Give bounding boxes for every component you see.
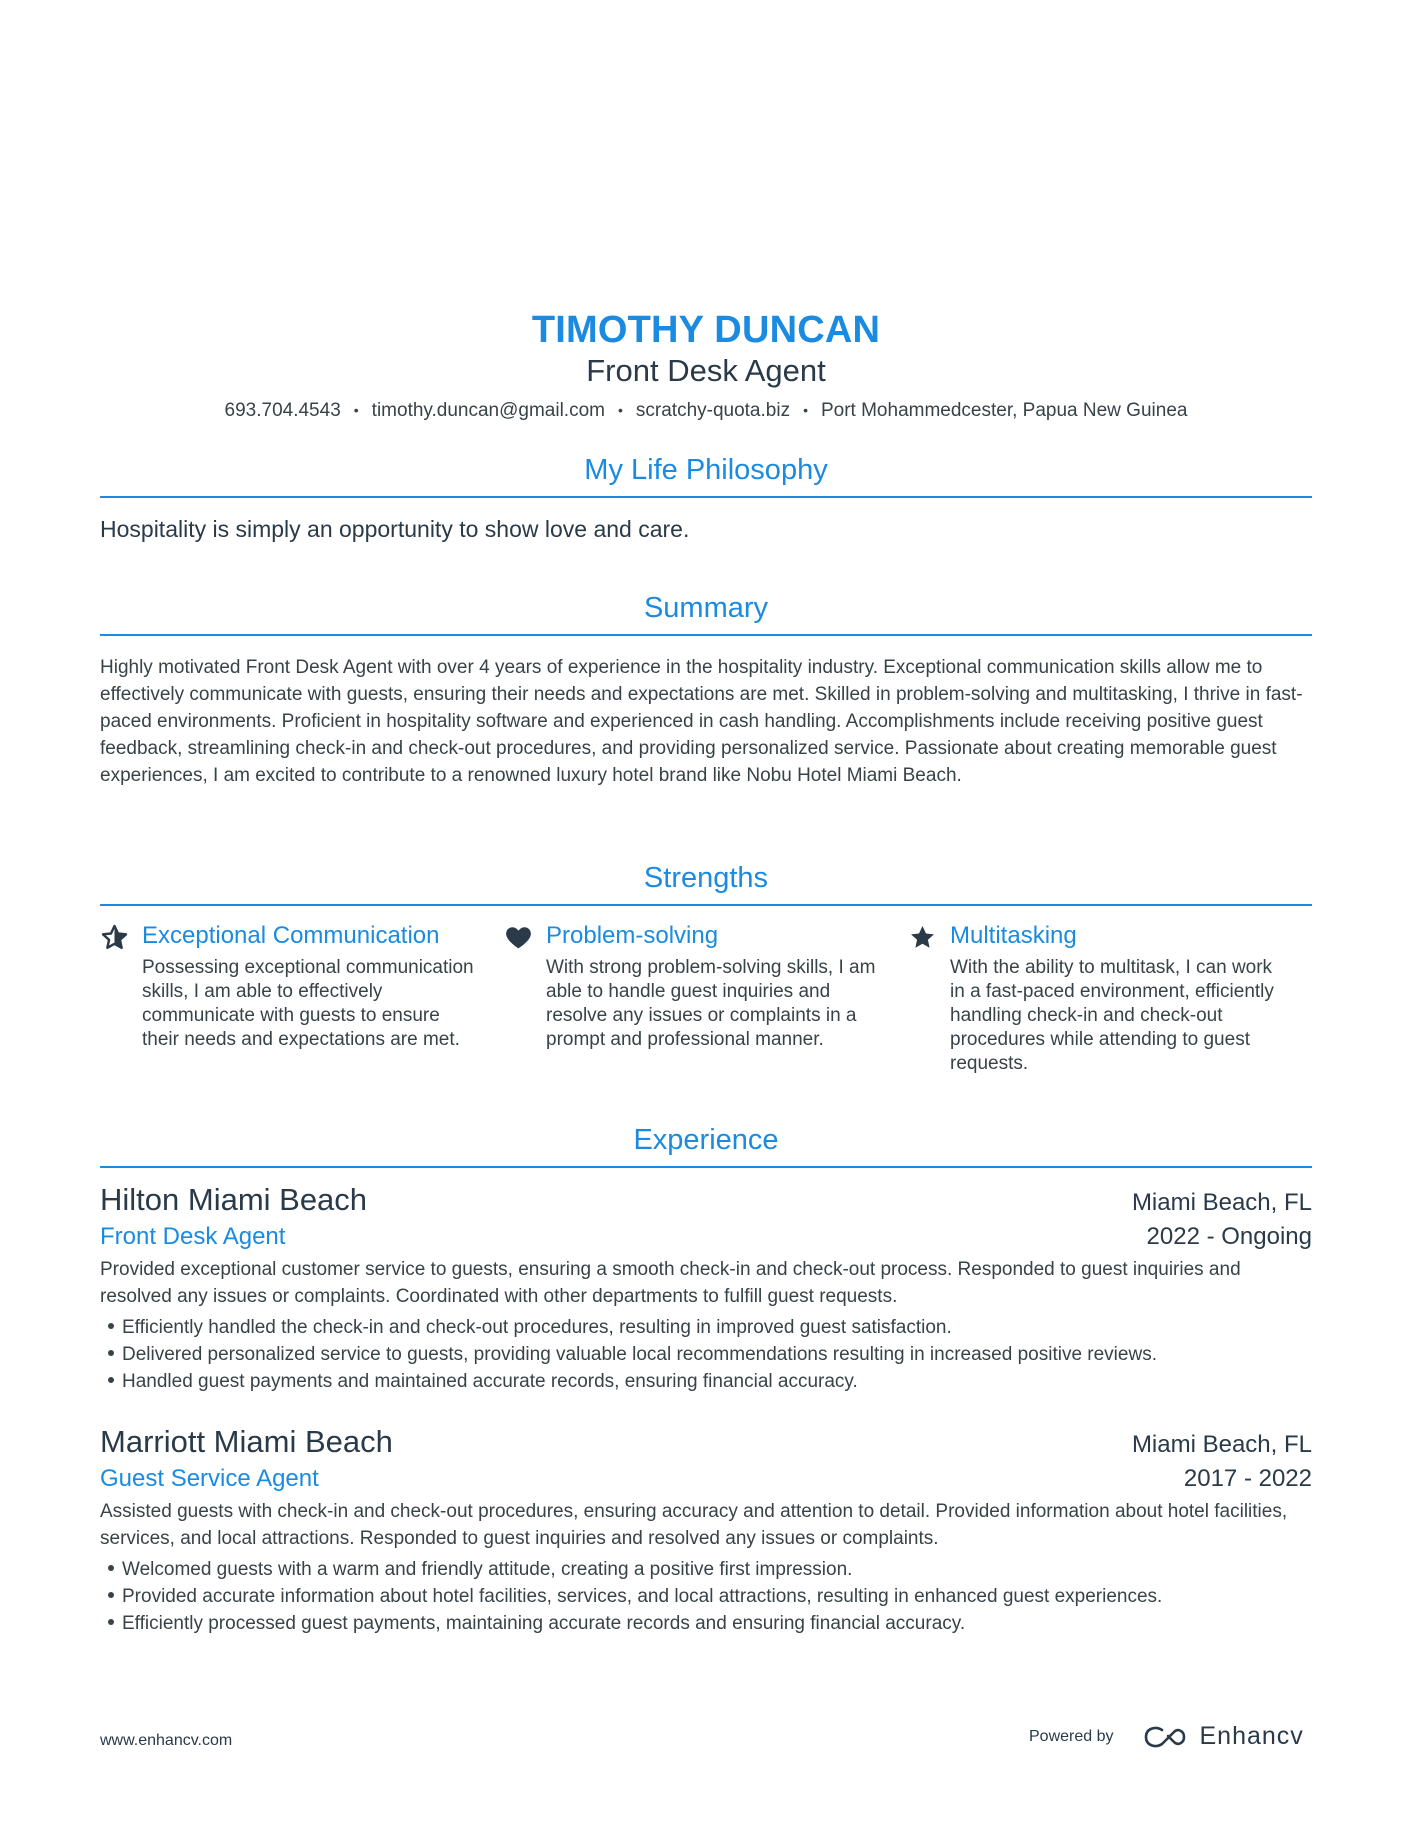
job-bullets	[100, 1556, 1312, 1637]
list-item: Efficiently processed guest payments, maintaining accurate records and ensuring financial accuracy.	[100, 1610, 1312, 1637]
section-divider	[100, 904, 1312, 906]
summary-heading: Summary	[643, 592, 769, 624]
strengths-list	[100, 920, 1312, 1076]
email[interactable]: timothy.duncan@gmail.com	[371, 400, 605, 421]
candidate-name: TIMOTHY DUNCAN	[531, 309, 881, 351]
job-location: Miami Beach, FL	[1131, 1431, 1312, 1458]
website[interactable]: scratchy-quota.biz	[635, 400, 791, 421]
location: Port Mohammedcester, Papua New Guinea	[820, 400, 1188, 421]
list-item: Provided accurate information about hotel facilities, services, and local attractions, resulting in enhanced guest experiences.	[100, 1583, 1312, 1610]
footer-branding	[1029, 1722, 1304, 1751]
contact-line	[100, 398, 1312, 424]
summary-text: Highly motivated Front Desk Agent with over 4 years of experience in the hospitality industry. Exceptional communication skills allow me to effectively communicate with guests, ensuring their needs and expectations are met. Skilled in problem-solving and multitasking, I thrive in fast-paced environments. Proficient in hospitality software and experienced in cash handling. Accomplishments include receiving positive guest feedback, streamlining check-in and check-out procedures, and providing personalized service. Passionate about creating memorable guest experiences, I am excited to contribute to a renowned luxury hotel brand like Nobu Hotel Miami Beach.	[100, 657, 1303, 786]
philosophy-heading: My Life Philosophy	[584, 454, 828, 486]
footer-website[interactable]: www.enhancv.com	[100, 1732, 233, 1749]
strength-title: Exceptional Communication	[142, 922, 440, 949]
list-item: Handled guest payments and maintained accurate records, ensuring financial accuracy.	[100, 1368, 1312, 1395]
strength-title: Multitasking	[950, 922, 1077, 949]
job-dates: 2017 - 2022	[1183, 1465, 1312, 1492]
section-divider	[100, 1166, 1312, 1168]
experience-entry	[100, 1180, 1312, 1395]
list-item: Efficiently handled the check-in and check-out procedures, resulting in improved guest satisfaction.	[100, 1314, 1312, 1341]
phone: 693.704.4543	[224, 400, 341, 421]
bullet-separator: •	[803, 402, 808, 418]
list-item: Delivered personalized service to guests, providing valuable local recommendations resulting in increased positive reviews.	[100, 1341, 1312, 1368]
list-item: Welcomed guests with a warm and friendly attitude, creating a positive first impression.	[100, 1556, 1312, 1583]
section-divider	[100, 634, 1312, 636]
job-position: Guest Service Agent	[100, 1465, 319, 1492]
candidate-title: Front Desk Agent	[586, 353, 826, 388]
job-bullets	[100, 1314, 1312, 1395]
job-description: Assisted guests with check-in and check-out procedures, ensuring accuracy and attention to detail. Provided information about hotel facilities, services, and local attractions. Responded to guest inquiries and resolved any issues or complaints.	[100, 1501, 1288, 1549]
experience-heading: Experience	[633, 1124, 779, 1156]
job-description: Provided exceptional customer service to guests, ensuring a smooth check-in and check-out process. Responded to guest inquiries and resolved any issues or complaints. Coordinated with other departments to fulfill guest requests.	[100, 1259, 1241, 1307]
strength-item	[100, 920, 504, 1076]
section-divider	[100, 496, 1312, 498]
strength-item	[908, 920, 1312, 1076]
resume-page	[100, 0, 1312, 1826]
job-dates: 2022 - Ongoing	[1146, 1223, 1312, 1250]
strength-description: With the ability to multitask, I can work in a fast-paced environment, efficiently handling check-in and check-out procedures while attending to guest requests.	[950, 957, 1274, 1074]
powered-by-label: Powered by	[1029, 1727, 1114, 1745]
brand-name: Enhancv	[1199, 1722, 1304, 1750]
job-location: Miami Beach, FL	[1131, 1189, 1312, 1216]
strength-title: Problem-solving	[546, 922, 719, 949]
star-outline-icon	[100, 920, 142, 1076]
experience-entry	[100, 1422, 1312, 1637]
strength-description: Possessing exceptional communication skills, I am able to effectively communicate with guests to ensure their needs and expectations are met.	[142, 957, 474, 1050]
bullet-separator: •	[353, 402, 359, 418]
company-name: Hilton Miami Beach	[100, 1182, 368, 1217]
heart-icon	[504, 920, 546, 1076]
strength-description: With strong problem-solving skills, I am able to handle guest inquiries and resolve any issues or complaints in a prompt and professional manner.	[546, 957, 876, 1050]
job-position: Front Desk Agent	[100, 1223, 286, 1250]
bullet-separator: •	[617, 402, 623, 418]
enhancv-logo-icon	[1142, 1724, 1188, 1750]
star-icon	[908, 920, 950, 1076]
company-name: Marriott Miami Beach	[100, 1424, 393, 1459]
strengths-heading: Strengths	[643, 862, 769, 894]
strength-item	[504, 920, 908, 1076]
philosophy-text: Hospitality is simply an opportunity to show love and care.	[100, 516, 690, 542]
resume-header	[100, 308, 1312, 424]
